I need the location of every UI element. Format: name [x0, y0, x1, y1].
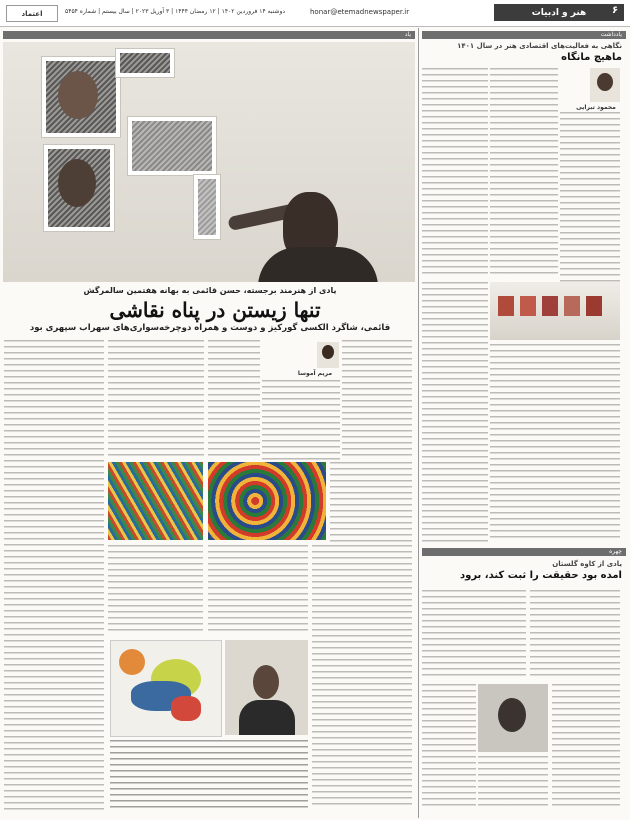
portrait-frame-4: [127, 116, 217, 176]
main-deck: قائمی، شاگرد الکسی گورکیز و دوست و همراه دوچرخه‌سواری‌های سهراب سپهری بود: [29, 323, 391, 333]
author-photo: [317, 342, 339, 368]
right-author-byline: محمود تبرایی: [576, 104, 616, 111]
right-column-tag: یادداشت: [422, 31, 626, 39]
portrait-frame-5: [193, 174, 221, 240]
article-column: [208, 545, 308, 635]
masthead-bar: [0, 0, 630, 27]
article-column: [4, 340, 104, 810]
page-number: ۶: [611, 5, 619, 16]
article-column: [262, 380, 340, 460]
dateline: دوشنبه ۱۴ فروردین ۱۴۰۲ | ۱۲ رمضان ۱۴۴۴ | ۳ آوریل ۲۰۲۳ | سال بیستم | شماره ۵۴۵۴: [65, 8, 286, 15]
section-name: هنر و ادبیات: [531, 7, 587, 18]
main-headline: تنها زیستن در پناه نقاشی: [109, 298, 321, 322]
portrait-frame-1: [41, 56, 121, 138]
right-column-text: [490, 344, 620, 542]
bottom-right-text: [422, 684, 476, 810]
author-byline: مریم آموسا: [297, 370, 333, 377]
article-column: [108, 545, 203, 635]
column-divider: [418, 28, 419, 818]
exhibition-photo: [490, 282, 620, 340]
article-column: [312, 545, 412, 805]
painting-colorful-1: [108, 462, 203, 540]
right-column-text: [490, 68, 558, 278]
portrait-frame-3: [43, 144, 115, 232]
man-body: [258, 247, 378, 282]
article-column: [342, 340, 412, 460]
painting-colorful-2: [208, 462, 326, 540]
bottom-right-text: [478, 756, 548, 810]
right-column-text: [560, 112, 620, 282]
bottom-right-text: [530, 590, 620, 680]
painting-figure: [110, 640, 222, 737]
article-column: [208, 340, 260, 460]
bottom-right-text: [422, 590, 526, 680]
bottom-right-kicker: یادی از کاوه گلستان: [552, 560, 622, 568]
photo-caption: [110, 740, 308, 810]
article-column: [330, 462, 412, 542]
main-article-tag: یاد: [3, 31, 415, 39]
bottom-right-text: [552, 684, 620, 810]
artist-portrait: [225, 640, 308, 735]
section-title: [494, 4, 624, 21]
golestan-portrait: [478, 684, 548, 752]
newspaper-logo: اعتماد: [6, 5, 58, 22]
right-column-text: [422, 282, 488, 542]
gallery-photo: [3, 42, 415, 282]
portrait-frame-2: [115, 48, 175, 78]
main-subtitle: یادی از هنرمند برجسته، حسن قائمی به بهانه هفتمین سالمرگش: [83, 286, 337, 295]
right-headline: ماهیچ مانگاه: [561, 52, 622, 63]
section-email: honar@etemadnewspaper.ir: [310, 8, 410, 16]
article-column: [108, 340, 204, 460]
right-author-photo: [590, 68, 620, 102]
right-kicker: نگاهی به فعالیت‌های اقتصادی هنر در سال ۱۴۰۱: [457, 42, 622, 50]
right-column-text: [422, 68, 488, 278]
bottom-right-tag: چهره: [422, 548, 626, 556]
bottom-right-headline: امده بود حقیقت را ثبت کند، برود: [459, 570, 622, 581]
